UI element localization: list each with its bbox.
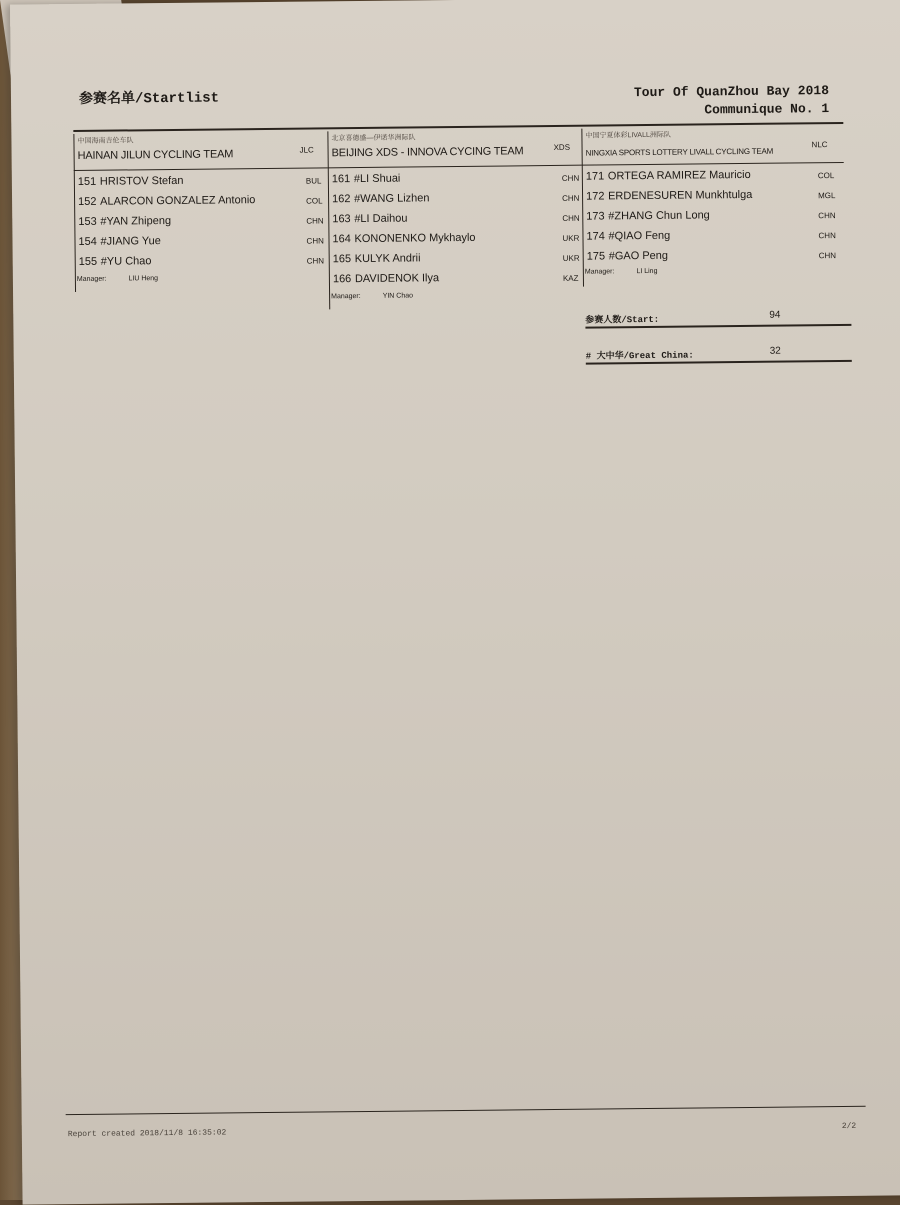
rider-number: 164 bbox=[332, 233, 351, 246]
rider-nationality: KAZ bbox=[562, 273, 579, 283]
rider-number: 163 bbox=[332, 213, 351, 226]
team-block-xds bbox=[327, 129, 581, 301]
team-manager bbox=[331, 292, 413, 300]
rider-name: ALARCON GONZALEZ Antonio bbox=[100, 194, 256, 208]
rider-number: 151 bbox=[77, 175, 97, 188]
report-created: Report created 2018/11/8 16:35:02 bbox=[67, 1128, 227, 1140]
rider-name: #ZHANG Chun Long bbox=[608, 209, 710, 223]
page-number: 2/2 bbox=[841, 1121, 857, 1132]
rider-row bbox=[586, 189, 752, 203]
rider-name: #YAN Zhipeng bbox=[100, 214, 172, 228]
rider-nationality: UKR bbox=[562, 253, 580, 263]
rider-number: 172 bbox=[586, 190, 605, 203]
column-divider bbox=[581, 129, 584, 287]
rider-nationality: MGL bbox=[818, 191, 836, 201]
manager-name: LI Ling bbox=[636, 267, 658, 276]
event-header bbox=[634, 82, 829, 120]
rider-name: ERDENESUREN Munkhtulga bbox=[608, 188, 753, 203]
rider-row bbox=[78, 235, 160, 248]
rider-name: #LI Daihou bbox=[354, 212, 408, 226]
rider-nationality: CHN bbox=[818, 211, 836, 221]
rider-nationality: CHN bbox=[561, 173, 580, 183]
rider-number: 174 bbox=[586, 230, 605, 243]
team-code: XDS bbox=[553, 142, 571, 152]
rider-nationality: CHN bbox=[562, 213, 580, 223]
rider-row bbox=[586, 209, 710, 222]
rider-number: 166 bbox=[332, 273, 352, 286]
rider-row bbox=[78, 175, 184, 188]
column-divider bbox=[73, 134, 76, 292]
rider-row bbox=[586, 169, 751, 183]
team-name-chinese: 中国海南吉伦车队 bbox=[77, 137, 134, 145]
rider-row bbox=[586, 230, 670, 243]
rider-number: 162 bbox=[332, 193, 351, 206]
rider-nationality: CHN bbox=[306, 256, 325, 266]
team-name-chinese: 北京喜德盛—伊诺华洲际队 bbox=[331, 134, 416, 143]
great-china-label: # 大中华/Great China: bbox=[585, 350, 694, 362]
rider-name: #YU Chao bbox=[100, 255, 152, 268]
rider-nationality: CHN bbox=[306, 236, 324, 246]
rider-nationality: UKR bbox=[562, 233, 580, 243]
rider-row bbox=[332, 232, 475, 245]
rider-nationality: CHN bbox=[818, 231, 836, 241]
event-name: Tour Of QuanZhou Bay 2018 bbox=[633, 83, 830, 101]
manager-label: Manager: bbox=[76, 275, 107, 283]
team-name: NINGXIA SPORTS LOTTERY LIVALL CYCLING TEAM bbox=[585, 146, 774, 158]
rider-nationality: CHN bbox=[562, 193, 580, 203]
rider-name: #QIAO Feng bbox=[608, 229, 671, 243]
startlist-sheet bbox=[10, 0, 900, 1205]
team-manager bbox=[585, 268, 658, 276]
start-count-label: 参赛人数/Start: bbox=[585, 314, 660, 326]
header-divider bbox=[73, 122, 843, 132]
rider-row bbox=[332, 192, 430, 205]
rider-row bbox=[333, 252, 421, 265]
team-divider bbox=[74, 167, 328, 171]
rider-nationality: COL bbox=[306, 196, 323, 206]
rider-number: 161 bbox=[331, 173, 351, 186]
rider-name: HRISTOV Stefan bbox=[99, 174, 184, 188]
rider-number: 175 bbox=[586, 250, 606, 263]
document-title: 参赛名单/Startlist bbox=[78, 90, 220, 108]
rider-row bbox=[332, 173, 401, 186]
rider-row bbox=[332, 213, 407, 226]
team-manager bbox=[77, 275, 158, 283]
team-block-jlc bbox=[73, 131, 327, 283]
manager-label: Manager: bbox=[584, 268, 615, 276]
rider-row bbox=[78, 194, 255, 208]
team-block-nlc bbox=[581, 126, 843, 276]
rider-number: 171 bbox=[585, 170, 605, 183]
rider-number: 152 bbox=[78, 195, 97, 208]
rider-name: KONONENKO Mykhaylo bbox=[354, 231, 476, 246]
rider-number: 165 bbox=[332, 253, 352, 266]
manager-label: Manager: bbox=[331, 293, 361, 301]
team-code: NLC bbox=[811, 140, 828, 150]
rider-name: #GAO Peng bbox=[608, 249, 669, 263]
great-china-value: 32 bbox=[769, 345, 781, 357]
team-divider bbox=[582, 162, 844, 166]
team-divider bbox=[328, 165, 582, 169]
rider-row bbox=[79, 255, 152, 268]
rider-name: #JIANG Yue bbox=[100, 235, 161, 248]
rider-nationality: CHN bbox=[306, 216, 324, 226]
rider-name: KULYK Andrii bbox=[354, 252, 421, 266]
rider-nationality: COL bbox=[817, 171, 835, 181]
rider-name: ORTEGA RAMIREZ Mauricio bbox=[607, 168, 751, 183]
rider-name: #WANG Lizhen bbox=[354, 192, 430, 206]
rider-number: 154 bbox=[78, 235, 97, 248]
footer-divider bbox=[66, 1106, 866, 1115]
rider-number: 155 bbox=[78, 255, 98, 268]
rider-row bbox=[78, 215, 171, 228]
rider-number: 173 bbox=[586, 210, 605, 223]
manager-name: YIN Chao bbox=[382, 292, 414, 300]
manager-name: LIU Heng bbox=[128, 275, 159, 283]
start-count-value: 94 bbox=[769, 309, 781, 321]
rider-row bbox=[587, 250, 668, 263]
rider-row bbox=[333, 272, 439, 285]
team-name-chinese: 中国宁夏体彩LIVALL洲际队 bbox=[585, 131, 671, 140]
team-code: JLC bbox=[299, 145, 314, 155]
column-divider bbox=[327, 131, 330, 309]
team-name: BEIJING XDS - INNOVA CYCING TEAM bbox=[331, 145, 524, 160]
rider-nationality: CHN bbox=[818, 251, 837, 261]
communique-number: Communique No. 1 bbox=[704, 101, 830, 118]
team-name: HAINAN JILUN CYCLING TEAM bbox=[77, 148, 234, 162]
rider-name: DAVIDENOK Ilya bbox=[354, 272, 440, 286]
rider-name: #LI Shuai bbox=[353, 172, 401, 186]
rider-number: 153 bbox=[78, 215, 97, 228]
rider-nationality: BUL bbox=[305, 176, 322, 186]
